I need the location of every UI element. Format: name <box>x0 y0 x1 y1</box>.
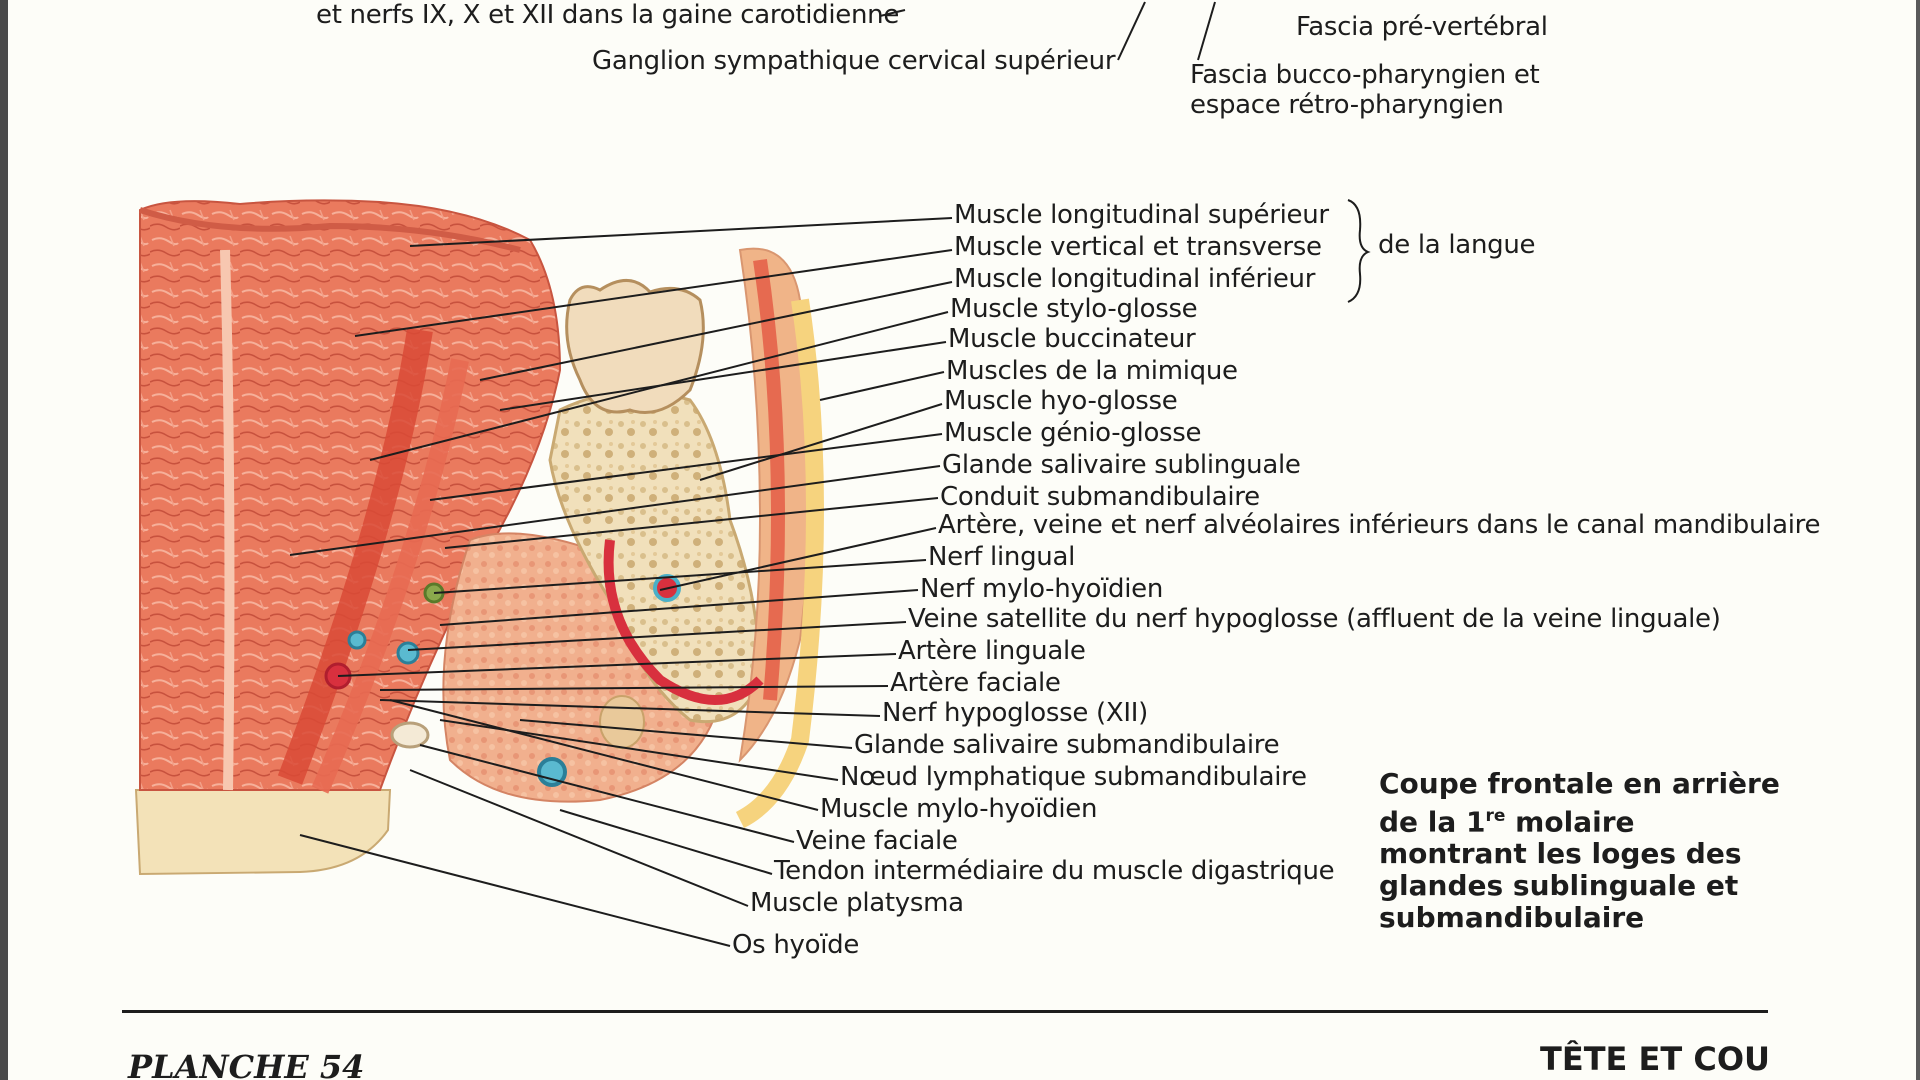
hyoid-bone-shape <box>136 790 390 874</box>
label-platysma: Muscle platysma <box>750 888 964 918</box>
caption-line-5: submandibulaire <box>1379 901 1645 935</box>
label-submandibular-duct: Conduit submandibulaire <box>940 482 1260 512</box>
digastric-tendon-shape <box>392 723 428 747</box>
plate-number: PLANCHE 54 <box>128 1048 365 1080</box>
label-lymph-node: Nœud lymphatique submandibulaire <box>840 762 1307 792</box>
figure-caption <box>1379 768 1779 934</box>
label-hyoglossus: Muscle hyo-glosse <box>944 386 1178 416</box>
label-mylohyoid-nerve: Nerf mylo-hyoïdien <box>920 574 1164 604</box>
label-carotid-sheath: et nerfs IX, X et XII dans la gaine carotidienne <box>316 0 900 30</box>
label-hypoglossal-nerve: Nerf hypoglosse (XII) <box>882 698 1148 728</box>
label-tongue-group: de la langue <box>1378 230 1536 260</box>
caption-line-4: glandes sublinguale et <box>1379 869 1739 903</box>
label-sublingual-gland: Glande salivaire sublinguale <box>942 450 1301 480</box>
label-inferior-alveolar: Artère, veine et nerf alvéolaires inférieurs dans le canal mandibulaire <box>938 510 1821 540</box>
label-genioglossus: Muscle génio-glosse <box>944 418 1202 448</box>
label-lingual-artery: Artère linguale <box>898 636 1086 666</box>
label-hyoid-bone: Os hyoïde <box>732 930 860 960</box>
caption-line-3: montrant les loges des <box>1379 837 1742 871</box>
label-inferior-longitudinal: Muscle longitudinal inférieur <box>954 264 1316 294</box>
label-buccopharyngeal-fascia-2: espace rétro-pharyngien <box>1190 90 1504 120</box>
label-mimic-muscles: Muscles de la mimique <box>946 356 1238 386</box>
label-facial-artery: Artère faciale <box>890 668 1061 698</box>
label-superior-longitudinal: Muscle longitudinal supérieur <box>954 200 1329 230</box>
label-lingual-nerve: Nerf lingual <box>928 542 1076 572</box>
label-vertical-transverse: Muscle vertical et transverse <box>954 232 1322 262</box>
label-submandibular-gland: Glande salivaire submandibulaire <box>854 730 1280 760</box>
label-prevertebral-fascia: Fascia pré-vertébral <box>1296 12 1548 42</box>
label-styloglossus: Muscle stylo-glosse <box>950 294 1198 324</box>
hypoglossal-vein-shape <box>398 643 418 663</box>
label-hypoglossal-vein: Veine satellite du nerf hypoglosse (affluent de la veine linguale) <box>908 604 1721 634</box>
tongue-septum <box>225 250 229 790</box>
caption-line-2: de la 1re molaire <box>1379 805 1635 839</box>
caption-line-1: Coupe frontale en arrière <box>1379 767 1780 800</box>
label-facial-vein: Veine faciale <box>796 826 958 856</box>
label-buccinator: Muscle buccinateur <box>948 324 1196 354</box>
label-digastric-tendon: Tendon intermédiaire du muscle digastrique <box>774 856 1335 886</box>
label-buccopharyngeal-fascia-1: Fascia bucco-pharyngien et <box>1190 60 1540 90</box>
footer-rule <box>122 1010 1768 1013</box>
label-sympathetic-ganglion: Ganglion sympathique cervical supérieur <box>592 46 1116 76</box>
lingual-vein-shape <box>349 632 365 648</box>
section-title: TÊTE ET COU <box>1540 1040 1771 1078</box>
label-mylohyoid-muscle: Muscle mylo-hyoïdien <box>820 794 1098 824</box>
lymph-node-shape <box>600 696 644 748</box>
